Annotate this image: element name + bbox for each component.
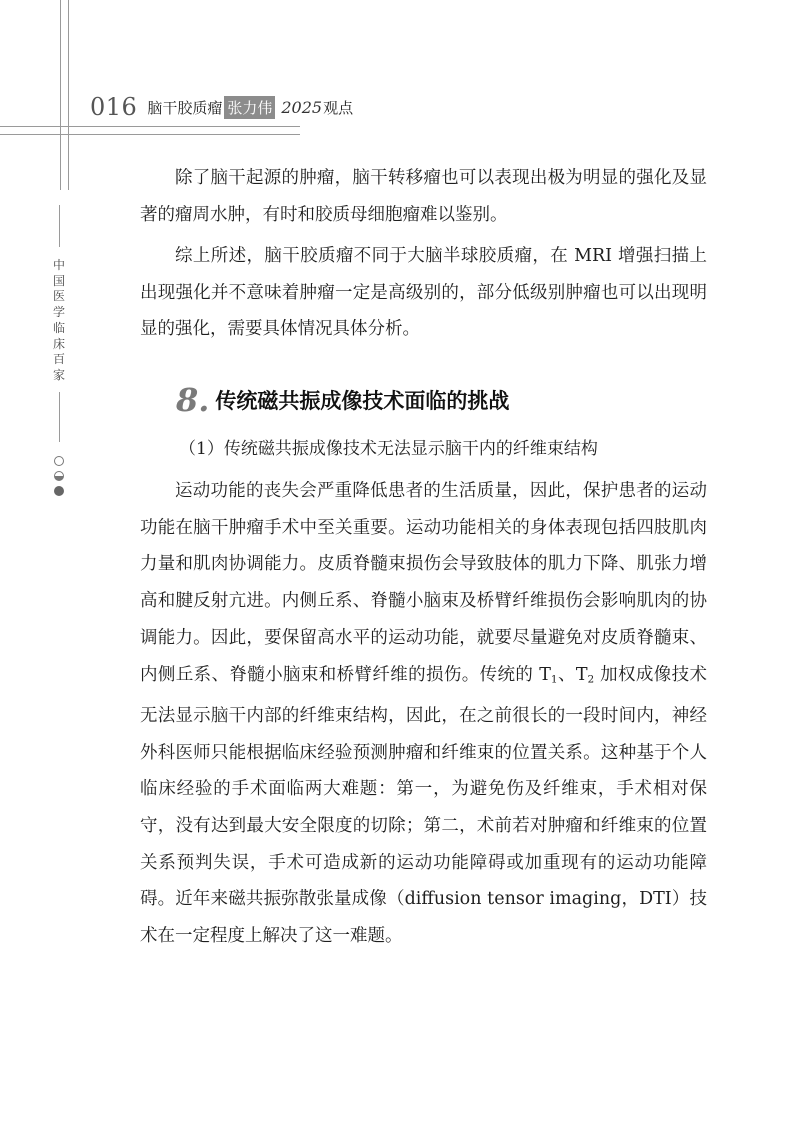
book-title: 脑干胶质瘤 xyxy=(147,98,223,117)
paragraph-1: 除了脑干起源的肿瘤，脑干转移瘤也可以表现出极为明显的强化及显著的瘤周水肿，有时和胶质母细胞瘤难以鉴别。 xyxy=(140,168,707,225)
author-badge: 张力伟 xyxy=(224,96,275,119)
t2-subscript: 2 xyxy=(587,673,595,686)
series-char: 家 xyxy=(52,367,65,382)
subsection-heading: （1）传统磁共振成像技术无法显示脑干内的纤维束结构 xyxy=(179,439,598,459)
t-separator: 、 xyxy=(557,664,576,685)
series-char: 百 xyxy=(52,352,65,367)
series-char: 床 xyxy=(52,336,65,351)
series-char: 国 xyxy=(52,273,65,288)
page-number: 016 xyxy=(90,93,138,121)
margin-rule-vertical-2 xyxy=(68,0,69,190)
section-heading xyxy=(176,380,509,420)
series-char: 临 xyxy=(52,320,65,335)
circle-outline-icon xyxy=(55,457,64,466)
series-char: 中 xyxy=(52,258,65,272)
side-rule-top xyxy=(59,205,60,247)
t1-letter: T xyxy=(539,664,551,685)
paragraph-3-part-2: 加权成像技术无法显示脑干内部的纤维束结构，因此，在之前很长的一段时间内，神经外科医师只能根据临床经验预测肿瘤和纤维束的位置关系。这种基于个人临床经验的手术面临两大难题：第一，为避免伤及纤维束，手术相对保守，没有达到最大安全限度的切除；第二，术前若对肿瘤和纤维束的位置关系预判失误，手术可造成新的运动功能障碍或加重现有的运动功能障碍。近年来磁共振弥散张量成像（diffusion tensor imaging，DTI）技术在一定程度上解决了这一难题。 xyxy=(140,664,707,947)
series-label xyxy=(51,258,67,384)
paragraph-3 xyxy=(140,473,707,955)
series-char: 医 xyxy=(52,289,65,304)
edition-suffix: 观点 xyxy=(323,98,354,117)
paragraph-3-part-1: 运动功能的丧失会严重降低患者的生活质量，因此，保护患者的运动功能在脑干肿瘤手术中至关重要。运动功能相关的身体表现包括四肢肌肉力量和肌肉协调能力。皮质脊髓束损伤会导致肢体的肌力下降、肌张力增高和腱反射亢进。内侧丘系、脊髓小脑束及桥臂纤维损伤会影响肌肉的协调能力。因此，要保留高水平的运动功能，就要尽量避免对皮质脊髓束、内侧丘系、脊髓小脑束和桥臂纤维的损伤。传统的 xyxy=(140,481,707,685)
decorative-circles xyxy=(51,455,67,499)
running-header xyxy=(90,92,353,122)
circle-filled-icon xyxy=(55,487,64,496)
section-title: 传统磁共振成像技术面临的挑战 xyxy=(215,389,510,413)
section-number: 8. xyxy=(176,381,210,419)
header-rule-2 xyxy=(0,134,300,135)
side-rule-bottom xyxy=(59,392,60,442)
series-char: 学 xyxy=(52,305,65,320)
t1-subscript: 1 xyxy=(550,673,558,686)
t2-letter: T xyxy=(575,664,588,685)
margin-rule-vertical-1 xyxy=(60,0,61,190)
header-rule-1 xyxy=(0,126,300,127)
paragraph-2: 综上所述，脑干胶质瘤不同于大脑半球胶质瘤，在 MRI 增强扫描上出现强化并不意味着肿瘤一定是高级别的，部分低级别肿瘤也可以出现明显的强化，需要具体情况具体分析。 xyxy=(140,246,707,340)
edition-year: 2025 xyxy=(281,97,323,117)
